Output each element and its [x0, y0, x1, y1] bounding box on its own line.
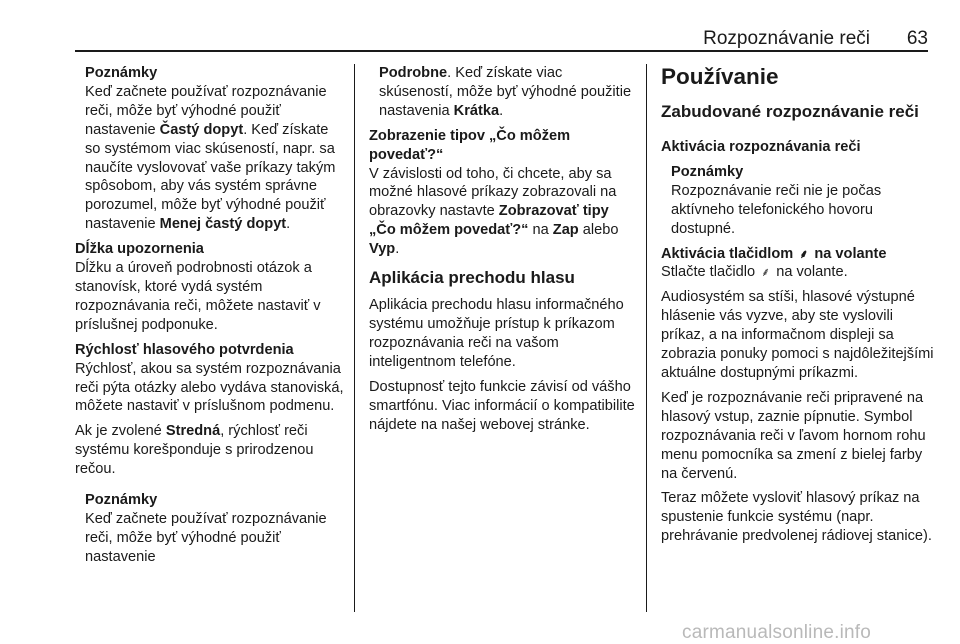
column-3: [661, 64, 935, 552]
text-run: . Keď získate viac skúseností, môže byť výhodné použitie nastavenia: [379, 65, 632, 119]
text-run: .: [499, 102, 504, 119]
paragraph: Aplikácia prechodu hlasu informačného systému umožňuje prístup k príkazom rozpoznávania reči na vašom inteligentnom telefóne.: [369, 297, 624, 370]
text-run: Stlačte tlačidlo: [661, 264, 760, 281]
paragraph: Dĺžku a úroveň podrobnosti otázok a stanovísk, ktoré vydá systém rozpoznávania reči, môžete nastaviť v príslušnej podponuke.: [75, 260, 321, 333]
page-number: 63: [906, 28, 928, 49]
running-title: Rozpoznávanie reči: [703, 28, 870, 49]
setting-detailed: Podrobne: [379, 65, 448, 81]
section-prompt-length: [75, 240, 345, 335]
setting-short: Krátka: [453, 102, 500, 119]
setting-frequent-query: Častý dopyt: [159, 121, 244, 138]
setting-medium: Stredná: [165, 423, 221, 440]
setting-off: Vyp: [369, 241, 396, 258]
note-text: Rozpoznávanie reči nie je počas aktívneho telefonického hovoru dostupné.: [671, 182, 882, 237]
setting-show-tips: Zobrazovať tipy „Čo môžem povedať?“: [369, 203, 609, 239]
note-heading: Poznámky: [671, 163, 744, 180]
note-box: [75, 491, 345, 567]
voice-control-icon: ⸙: [761, 265, 771, 280]
paragraph: Audiosystém sa stíši, hlasové výstupné hlásenie vás vyzve, aby ste vyslovili príkaz, a na informačnom displeji sa zobrazia ponuky pomoci s najdôležitejšími aktuálne dostupnými príkazmi.: [661, 289, 934, 381]
subheading: Aktivácia rozpoznávania reči: [661, 139, 861, 155]
text-run: Ak je zvolené: [75, 423, 166, 440]
column-1: [75, 64, 345, 573]
section-button-activation: [661, 245, 935, 283]
column-divider-2: [646, 64, 647, 612]
text-run: na: [528, 222, 553, 239]
paragraph: Teraz môžete vysloviť hlasový príkaz na spustenie funkcie systému (napr. prehrávanie predvolenej rádiovej stanice).: [661, 490, 932, 545]
note-heading: Poznámky: [85, 65, 158, 81]
text-run: .: [286, 216, 291, 233]
section-heading: Zabudované rozpoznávanie reči: [661, 102, 919, 121]
watermark: carmanualsonline.info: [682, 622, 872, 643]
section-tips: [369, 127, 635, 259]
setting-on: Zap: [552, 222, 579, 239]
text-run: . Keď získate so systémom viac skúseností, napr. sa naučíte vyslovovať vaše príkazy takým spôsobom, aby vás systém správne porozumel, môže byť výhodné použiť nastavenie: [85, 121, 336, 233]
paragraph: Rýchlosť, akou sa systém rozpoznávania reči pýta otázky alebo vydáva stanoviská, môžete nastaviť v príslušnom podmenu.: [75, 360, 344, 415]
paragraph-medium: [75, 422, 345, 479]
subheading: Dĺžka upozornenia: [75, 241, 204, 258]
text-run: , rýchlosť reči systému korešponduje s prirodzenou rečou.: [75, 423, 314, 478]
text-run: Keď začnete používať rozpoznávanie reči, môže byť výhodné použiť nastavenie: [85, 83, 327, 138]
voice-control-icon: ⸙: [799, 246, 809, 261]
text-run: na volante.: [772, 264, 848, 281]
text-run: .: [395, 241, 400, 258]
column-divider-1: [354, 64, 355, 612]
chapter-heading: Používanie: [661, 64, 779, 89]
note-text: [85, 83, 345, 234]
paragraph: Keď je rozpoznávanie reči pripravené na hlasový vstup, zaznie pípnutie. Symbol rozpoznávania reči v ľavom hornom rohu menu pomocníka sa zmení z bielej farby na červenú.: [661, 389, 926, 482]
page-header: [75, 28, 928, 48]
text-run: alebo: [578, 222, 619, 239]
text-run: na volante: [810, 245, 887, 262]
text-run: V závislosti od toho, či chcete, aby sa možné hlasové príkazy zobrazovali na obrazovky nastavte: [369, 165, 617, 220]
paragraph: Dostupnosť tejto funkcie závisí od vášho smartfónu. Viac informácií o kompatibilite nájdete na našej webovej stránke.: [369, 378, 635, 433]
note-box: [75, 64, 345, 234]
subheading: Rýchlosť hlasového potvrdenia: [75, 341, 294, 358]
subheading: Zobrazenie tipov „Čo môžem povedať?“: [369, 127, 571, 163]
note-text: Keď začnete používať rozpoznávanie reči, môže byť výhodné použiť nastavenie: [85, 510, 327, 565]
note-box: [661, 163, 935, 239]
paragraph: [661, 263, 935, 282]
subheading: [661, 245, 935, 264]
column-2: [369, 64, 635, 440]
header-rule: [75, 50, 928, 52]
section-confirm-speed: [75, 341, 345, 417]
setting-less-frequent-query: Menej častý dopyt: [159, 216, 287, 233]
note-continuation: [369, 64, 635, 121]
paragraph: [369, 165, 635, 260]
note-heading: Poznámky: [85, 492, 158, 509]
text-run: Aktivácia tlačidlom: [661, 245, 798, 262]
section-heading: Aplikácia prechodu hlasu: [369, 268, 575, 288]
